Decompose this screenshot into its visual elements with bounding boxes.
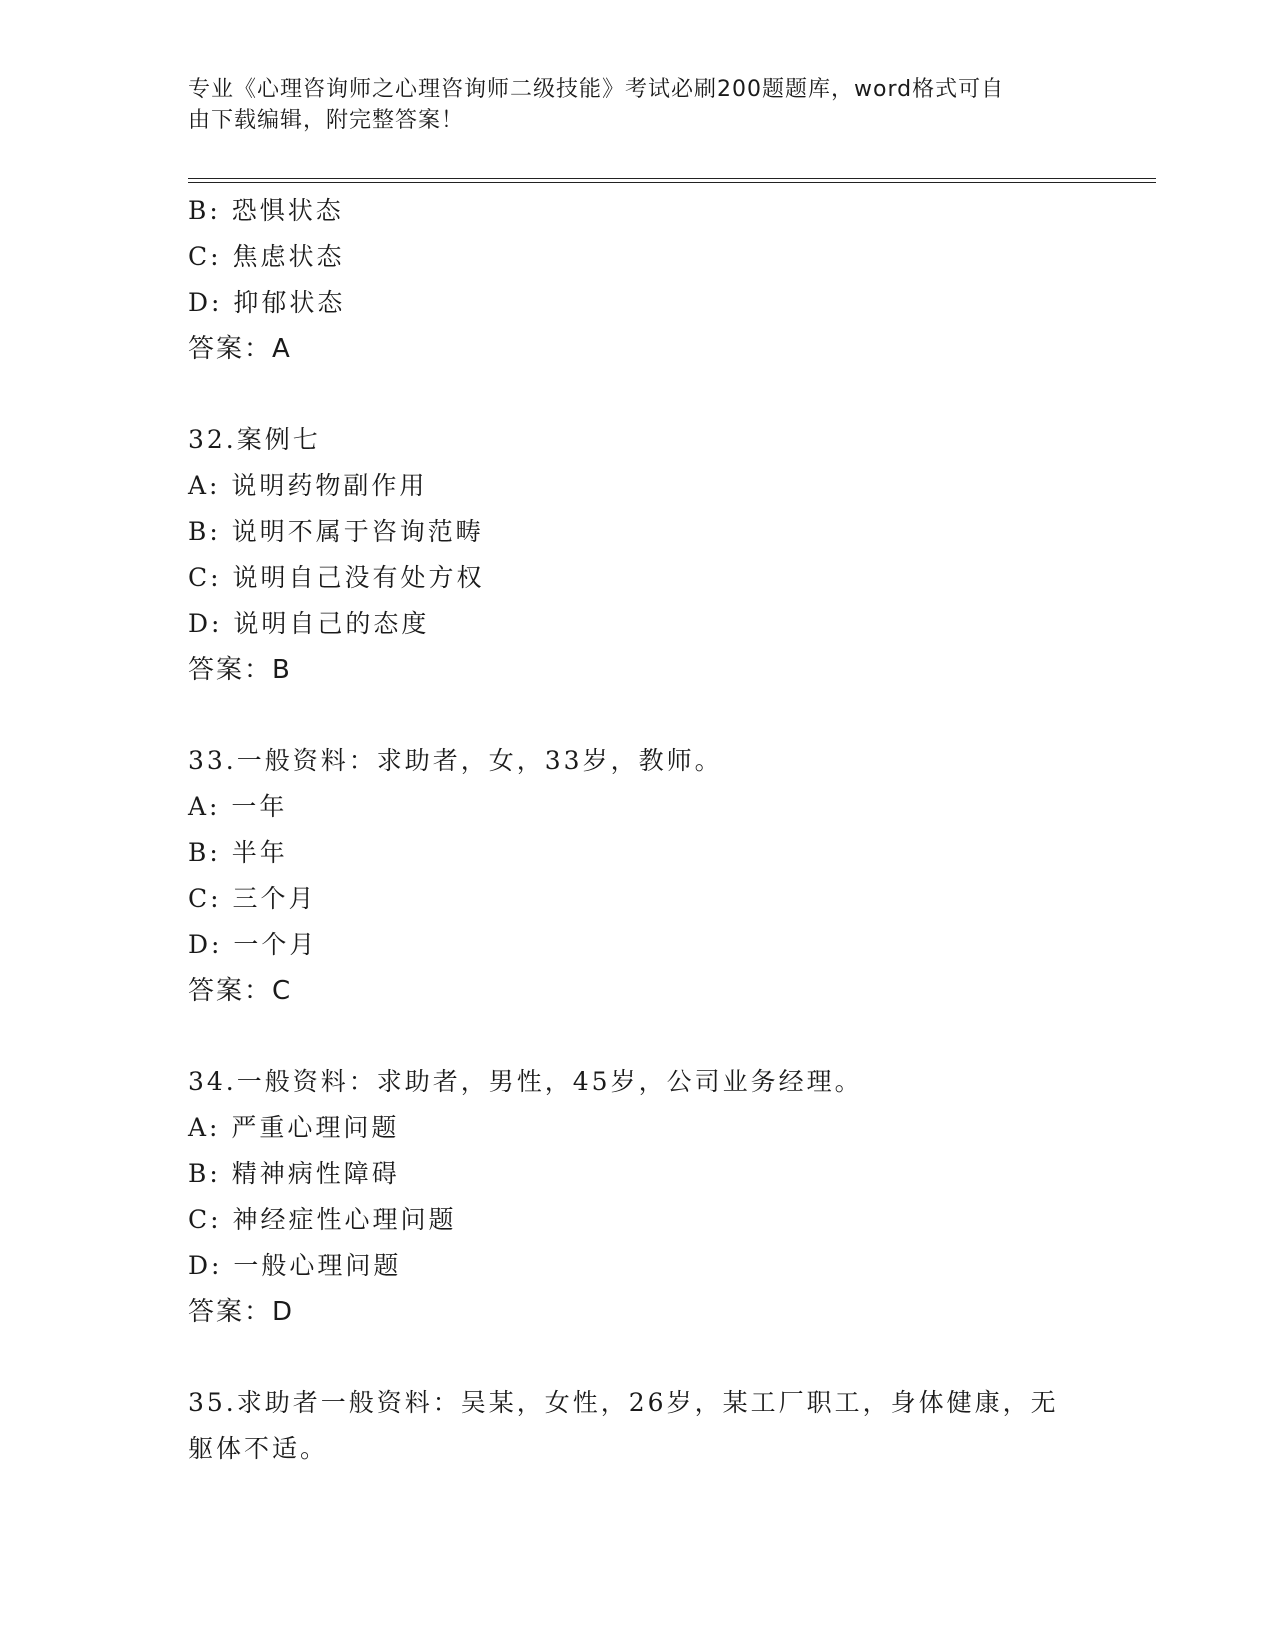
spacer	[188, 1014, 1128, 1059]
header-line-1: 专业《心理咨询师之心理咨询师二级技能》考试必刷200题题库，word格式可自	[188, 77, 1005, 102]
spacer	[188, 1335, 1128, 1380]
option-d: D: 抑郁状态	[188, 288, 346, 317]
option-d: D: 一般心理问题	[188, 1251, 402, 1280]
answer-line: 答案：D	[188, 1297, 295, 1327]
option-a: A: 说明药物副作用	[188, 471, 428, 500]
option-a: A: 一年	[188, 792, 288, 821]
question-32: 32.案例七	[188, 425, 321, 454]
option-b: B: 恐惧状态	[188, 196, 344, 225]
header-rule-bottom	[188, 182, 1156, 183]
question-34: 34.一般资料：求助者，男性，45岁，公司业务经理。	[188, 1067, 863, 1096]
question-list	[188, 188, 1128, 1472]
spacer	[188, 372, 1128, 417]
header-rule-top	[188, 178, 1156, 179]
answer-line: 答案：A	[188, 334, 292, 364]
answer-line: 答案：B	[188, 655, 292, 685]
option-c: C: 说明自己没有处方权	[188, 563, 485, 592]
option-b: B: 说明不属于咨询范畴	[188, 517, 484, 546]
option-b: B: 精神病性障碍	[188, 1159, 400, 1188]
answer-line: 答案：C	[188, 976, 293, 1006]
option-a: A: 严重心理问题	[188, 1113, 400, 1142]
option-c: C: 神经症性心理问题	[188, 1205, 457, 1234]
option-c: C: 三个月	[188, 884, 317, 913]
question-35-line-1: 35.求助者一般资料：吴某，女性，26岁，某工厂职工，身体健康，无	[188, 1388, 1059, 1417]
option-d: D: 一个月	[188, 930, 318, 959]
document-header	[188, 74, 1068, 136]
header-line-2: 由下载编辑，附完整答案！	[188, 108, 465, 133]
option-c: C: 焦虑状态	[188, 242, 345, 271]
option-d: D: 说明自己的态度	[188, 609, 430, 638]
question-33: 33.一般资料：求助者，女，33岁，教师。	[188, 746, 723, 775]
question-35-line-2: 躯体不适。	[188, 1434, 329, 1463]
option-b: B: 半年	[188, 838, 288, 867]
spacer	[188, 693, 1128, 738]
